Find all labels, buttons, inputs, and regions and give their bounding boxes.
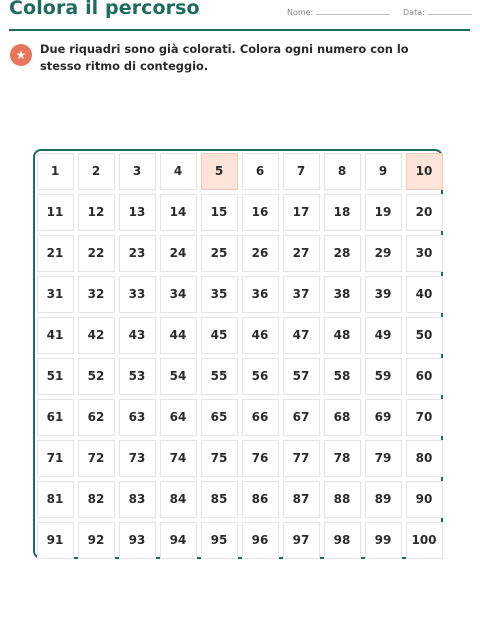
grid-cell-65[interactable]: 65: [201, 399, 238, 436]
grid-cell-64[interactable]: 64: [160, 399, 197, 436]
grid-cell-97[interactable]: 97: [283, 522, 320, 559]
grid-cell-68[interactable]: 68: [324, 399, 361, 436]
grid-cell-94[interactable]: 94: [160, 522, 197, 559]
grid-cell-25[interactable]: 25: [201, 235, 238, 272]
grid-cell-74[interactable]: 74: [160, 440, 197, 477]
grid-cell-23[interactable]: 23: [119, 235, 156, 272]
grid-cell-27[interactable]: 27: [283, 235, 320, 272]
grid-cell-99[interactable]: 99: [365, 522, 402, 559]
grid-cell-52[interactable]: 52: [78, 358, 115, 395]
grid-cell-11[interactable]: 11: [37, 194, 74, 231]
grid-cell-4[interactable]: 4: [160, 153, 197, 190]
grid-cell-49[interactable]: 49: [365, 317, 402, 354]
star-icon: ★: [10, 44, 32, 66]
grid-cell-19[interactable]: 19: [365, 194, 402, 231]
grid-cell-50[interactable]: 50: [406, 317, 443, 354]
grid-cell-12[interactable]: 12: [78, 194, 115, 231]
grid-cell-61[interactable]: 61: [37, 399, 74, 436]
grid-cell-45[interactable]: 45: [201, 317, 238, 354]
grid-cell-7[interactable]: 7: [283, 153, 320, 190]
grid-cell-17[interactable]: 17: [283, 194, 320, 231]
grid-cell-69[interactable]: 69: [365, 399, 402, 436]
date-line: [428, 8, 472, 15]
grid-cell-87[interactable]: 87: [283, 481, 320, 518]
grid-cell-46[interactable]: 46: [242, 317, 279, 354]
grid-cell-26[interactable]: 26: [242, 235, 279, 272]
grid-cell-35[interactable]: 35: [201, 276, 238, 313]
grid-cell-100[interactable]: 100: [406, 522, 443, 559]
name-line: [316, 8, 390, 15]
grid-cell-57[interactable]: 57: [283, 358, 320, 395]
grid-cell-95[interactable]: 95: [201, 522, 238, 559]
grid-cell-85[interactable]: 85: [201, 481, 238, 518]
grid-cell-28[interactable]: 28: [324, 235, 361, 272]
grid-cell-96[interactable]: 96: [242, 522, 279, 559]
grid-cell-48[interactable]: 48: [324, 317, 361, 354]
grid-cell-81[interactable]: 81: [37, 481, 74, 518]
grid-cell-40[interactable]: 40: [406, 276, 443, 313]
grid-cell-16[interactable]: 16: [242, 194, 279, 231]
grid-cell-70[interactable]: 70: [406, 399, 443, 436]
grid-cell-72[interactable]: 72: [78, 440, 115, 477]
grid-cell-24[interactable]: 24: [160, 235, 197, 272]
grid-cell-33[interactable]: 33: [119, 276, 156, 313]
grid-cell-79[interactable]: 79: [365, 440, 402, 477]
grid-cell-51[interactable]: 51: [37, 358, 74, 395]
grid-cell-62[interactable]: 62: [78, 399, 115, 436]
header-rule: [9, 29, 470, 31]
grid-cell-39[interactable]: 39: [365, 276, 402, 313]
grid-cell-44[interactable]: 44: [160, 317, 197, 354]
grid-cell-18[interactable]: 18: [324, 194, 361, 231]
grid-cell-42[interactable]: 42: [78, 317, 115, 354]
grid-cell-21[interactable]: 21: [37, 235, 74, 272]
grid-cell-80[interactable]: 80: [406, 440, 443, 477]
grid-cell-91[interactable]: 91: [37, 522, 74, 559]
grid-cell-56[interactable]: 56: [242, 358, 279, 395]
grid-cell-41[interactable]: 41: [37, 317, 74, 354]
grid-cell-90[interactable]: 90: [406, 481, 443, 518]
grid-cell-75[interactable]: 75: [201, 440, 238, 477]
grid-cell-15[interactable]: 15: [201, 194, 238, 231]
grid-cell-2[interactable]: 2: [78, 153, 115, 190]
worksheet-title: Colora il percorso: [9, 0, 200, 19]
grid-cell-53[interactable]: 53: [119, 358, 156, 395]
grid-cell-20[interactable]: 20: [406, 194, 443, 231]
grid-cell-66[interactable]: 66: [242, 399, 279, 436]
grid-cell-14[interactable]: 14: [160, 194, 197, 231]
grid-cell-1[interactable]: 1: [37, 153, 74, 190]
grid-cell-58[interactable]: 58: [324, 358, 361, 395]
grid-cell-32[interactable]: 32: [78, 276, 115, 313]
grid-cell-92[interactable]: 92: [78, 522, 115, 559]
grid-cell-88[interactable]: 88: [324, 481, 361, 518]
grid-cell-47[interactable]: 47: [283, 317, 320, 354]
name-label: Nome:: [287, 8, 314, 17]
grid-cell-3[interactable]: 3: [119, 153, 156, 190]
date-label: Data:: [403, 8, 425, 17]
grid-cell-77[interactable]: 77: [283, 440, 320, 477]
grid-cell-36[interactable]: 36: [242, 276, 279, 313]
grid-cell-5[interactable]: 5: [201, 153, 238, 190]
date-field[interactable]: [403, 8, 472, 17]
instruction-text: Due riquadri sono già colorati. Colora ogni numero con lo stesso ritmo di conteggio.: [40, 42, 409, 73]
grid-cell-83[interactable]: 83: [119, 481, 156, 518]
grid-cell-34[interactable]: 34: [160, 276, 197, 313]
grid-cell-43[interactable]: 43: [119, 317, 156, 354]
grid-cell-89[interactable]: 89: [365, 481, 402, 518]
grid-cell-37[interactable]: 37: [283, 276, 320, 313]
grid-cell-29[interactable]: 29: [365, 235, 402, 272]
grid-cell-76[interactable]: 76: [242, 440, 279, 477]
grid-cell-54[interactable]: 54: [160, 358, 197, 395]
grid-cell-98[interactable]: 98: [324, 522, 361, 559]
grid-cell-9[interactable]: 9: [365, 153, 402, 190]
name-field[interactable]: [287, 8, 390, 17]
grid-cell-67[interactable]: 67: [283, 399, 320, 436]
grid-cell-78[interactable]: 78: [324, 440, 361, 477]
grid-cell-30[interactable]: 30: [406, 235, 443, 272]
grid-cell-31[interactable]: 31: [37, 276, 74, 313]
grid-cell-60[interactable]: 60: [406, 358, 443, 395]
grid-cell-59[interactable]: 59: [365, 358, 402, 395]
grid-cell-13[interactable]: 13: [119, 194, 156, 231]
grid-cell-22[interactable]: 22: [78, 235, 115, 272]
grid-cell-6[interactable]: 6: [242, 153, 279, 190]
grid-cell-63[interactable]: 63: [119, 399, 156, 436]
grid-cell-73[interactable]: 73: [119, 440, 156, 477]
grid-cell-82[interactable]: 82: [78, 481, 115, 518]
grid-cell-93[interactable]: 93: [119, 522, 156, 559]
hundred-chart: [33, 149, 443, 559]
grid-cell-71[interactable]: 71: [37, 440, 74, 477]
grid-cell-86[interactable]: 86: [242, 481, 279, 518]
grid-cell-38[interactable]: 38: [324, 276, 361, 313]
grid-cell-55[interactable]: 55: [201, 358, 238, 395]
grid-cell-10[interactable]: 10: [406, 153, 443, 190]
grid-cell-84[interactable]: 84: [160, 481, 197, 518]
grid-cell-8[interactable]: 8: [324, 153, 361, 190]
